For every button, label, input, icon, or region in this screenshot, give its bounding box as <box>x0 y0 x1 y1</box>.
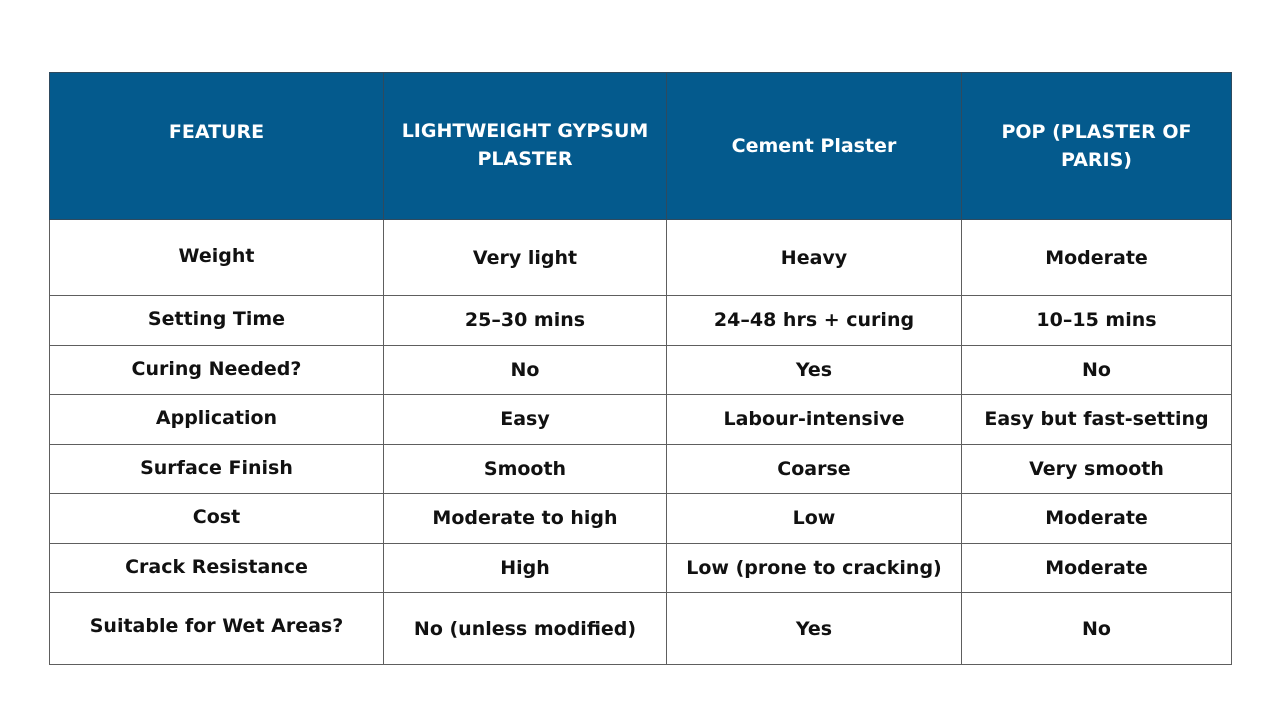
cement-cell: Labour-intensive <box>667 395 962 445</box>
cement-cell: Coarse <box>667 444 962 494</box>
feature-cell: Crack Resistance <box>50 543 384 593</box>
header-feature: FEATURE <box>50 73 384 220</box>
header-lightweight-gypsum-plaster: LIGHTWEIGHT GYPSUM PLASTER <box>384 73 667 220</box>
gypsum-cell: Smooth <box>384 444 667 494</box>
gypsum-cell: Very light <box>384 220 667 296</box>
feature-cell: Surface Finish <box>50 444 384 494</box>
feature-cell: Curing Needed? <box>50 345 384 395</box>
feature-cell: Application <box>50 395 384 445</box>
table-row <box>50 494 1232 544</box>
pop-cell: No <box>962 593 1232 665</box>
pop-cell: No <box>962 345 1232 395</box>
cement-cell: Low <box>667 494 962 544</box>
pop-cell: Moderate <box>962 220 1232 296</box>
cement-cell: Yes <box>667 593 962 665</box>
pop-cell: Moderate <box>962 494 1232 544</box>
table-row <box>50 395 1232 445</box>
gypsum-cell: 25–30 mins <box>384 296 667 346</box>
pop-cell: Very smooth <box>962 444 1232 494</box>
table-row <box>50 296 1232 346</box>
feature-cell: Suitable for Wet Areas? <box>50 593 384 665</box>
pop-cell: Easy but fast-setting <box>962 395 1232 445</box>
comparison-table-container <box>49 72 1231 665</box>
gypsum-cell: Moderate to high <box>384 494 667 544</box>
table-row <box>50 345 1232 395</box>
cement-cell: Heavy <box>667 220 962 296</box>
cement-cell: Yes <box>667 345 962 395</box>
table-row <box>50 593 1232 665</box>
cement-cell: 24–48 hrs + curing <box>667 296 962 346</box>
feature-cell: Weight <box>50 220 384 296</box>
gypsum-cell: Easy <box>384 395 667 445</box>
cement-cell: Low (prone to cracking) <box>667 543 962 593</box>
pop-cell: 10–15 mins <box>962 296 1232 346</box>
gypsum-cell: No <box>384 345 667 395</box>
table-row <box>50 444 1232 494</box>
plaster-comparison-table <box>49 72 1232 665</box>
feature-cell: Setting Time <box>50 296 384 346</box>
header-cement-plaster: Cement Plaster <box>667 73 962 220</box>
table-row <box>50 543 1232 593</box>
table-row <box>50 220 1232 296</box>
header-pop: POP (PLASTER OF PARIS) <box>962 73 1232 220</box>
gypsum-cell: No (unless modified) <box>384 593 667 665</box>
table-body <box>50 220 1232 665</box>
pop-cell: Moderate <box>962 543 1232 593</box>
table-header <box>50 73 1232 220</box>
header-row <box>50 73 1232 220</box>
gypsum-cell: High <box>384 543 667 593</box>
feature-cell: Cost <box>50 494 384 544</box>
